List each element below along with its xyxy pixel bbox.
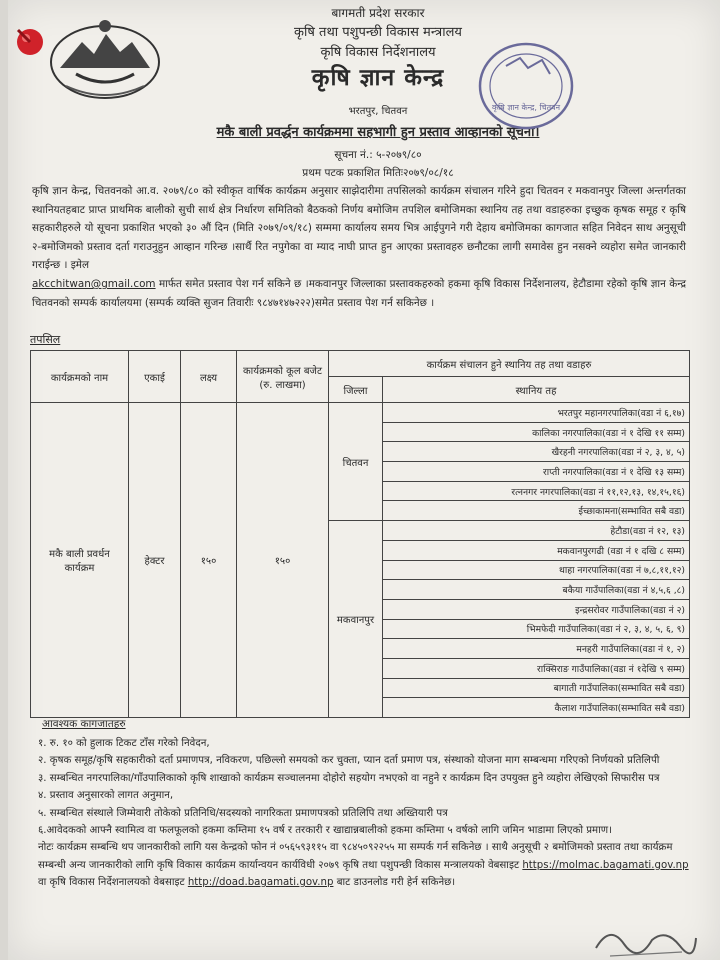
gov-line: बागमती प्रदेश सरकार: [331, 6, 425, 20]
stamp-text: कृषि ज्ञान केन्द्र, चितवन: [491, 103, 561, 112]
handwritten-signature: [590, 918, 700, 960]
requirement-item: ५. सम्बन्धित संस्थाले जिम्मेवारी तोकेको प्रतिनिधि/सदस्यको नागरिकता प्रमाणपत्रको प्रतिलिपि तथा अख्तियारी पत्र: [38, 807, 448, 819]
header-program: कार्यक्रमको नाम: [31, 351, 129, 403]
requirement-item: ६.आवेदकको आफ्नै स्वामित्व वा फलफूलको हकमा कम्तिमा १५ वर्ष र तरकारी र खाद्यान्नबालीको हकमा कम्तिमा ५ वर्षको लागि जमिन भाडामा लिएको प्रमाण।: [38, 825, 613, 837]
local-level-row: राक्सिराङ गाउँपालिका(वडा नं १देखि ९ सम्म): [383, 658, 690, 678]
header-unit: एकाई: [129, 351, 181, 403]
requirements-title: आवश्यक कागजातहरु: [42, 718, 126, 730]
program-target: १५०: [181, 403, 237, 718]
local-level-row: भरतपुर महानगरपालिका(वडा नं ६,१७): [383, 403, 690, 423]
header-target: लक्ष्य: [181, 351, 237, 403]
local-level-row: मनहरी गाउँपालिका(वडा नं १, २): [383, 639, 690, 659]
note-text-1: नोटः कार्यक्रम सम्बन्धि थप जानकारीको लागि यस केन्द्रको फोन नं ०५६५९३११५ वा ९८४५०९२२५५ मा सम्पर्क गर्न सकिनेछ । साथै अनुसूची २ बमोजिमको प्रस्ताव तथा कार्यक्रम सम्बन्धी अन्य जानकारीको लागि कृषि विकास कार्यक्रम कार्यान्वयन कार्यविधी २०७९ कृषि तथा पशुपन्छी विकास मन्त्रालयको वेबसाइट: [38, 842, 673, 871]
program-unit: हेक्टर: [129, 403, 181, 718]
body-paragraph-2: मार्फत समेत प्रस्ताव पेश गर्न सकिने छ ।मकवानपुर जिल्लाका प्रस्तावकहरुको हकमा कृषि विकास निर्देशनालय, हेटौडामा रहेको कृषि ज्ञान केन्द्र चितवनको सम्पर्क कार्यालयमा (सम्पर्क व्यक्ति सुजन तिवारीः ९८४७१४७२२२)समेत प्रस्ताव पेश गर्न सकिनेछ ।: [32, 277, 686, 309]
local-level-row: रत्ननगर नगरपालिका(वडा नं ११,१२,१३, १४,१५,१६): [383, 481, 690, 501]
requirements-list: [38, 735, 690, 892]
local-level-row: इन्द्रसरोवर गाउँपालिका(वडा नं २): [383, 599, 690, 619]
local-level-row: मकवानपुरगढी (वडा नं १ दखि ८ सम्म): [383, 540, 690, 560]
program-name: मकै बाली प्रवर्धन कार्यक्रम: [31, 403, 129, 718]
publish-date: प्रथम पटक प्रकाशित मितिः२०७९/०८/१८: [302, 167, 454, 179]
office-name: कृषि ज्ञान केन्द्र: [311, 65, 445, 91]
notice-number: सूचना नं.: ५-२०७९/८०: [334, 149, 422, 161]
district-makwanpur: मकवानपुर: [329, 521, 383, 718]
requirement-item: ३. सम्बन्धित नगरपालिका/गाँउपालिकाको कृषि शाखाको कार्यक्रम सञ्चालनमा दोहोरो सहयोग नभएको वा नहुने र कार्यक्रम दिन उपयुक्त हुने व्यहोरा लेखिएको सिफारीस पत्र: [38, 772, 660, 784]
note-text-2: वा कृषि विकास निर्देशनालयको वेबसाइट: [38, 877, 188, 889]
local-level-row: बकैया गाउँपालिका(वडा नं ४,५,६ ,८): [383, 580, 690, 600]
local-level-row: ईच्छाकामना(सम्भावित सबै वडा): [383, 501, 690, 521]
office-stamp: [476, 40, 576, 132]
notice-title: मकै बाली प्रवर्द्धन कार्यक्रममा सहभागी हुन प्रस्ताव आव्हानको सूचना।: [216, 125, 540, 140]
header-district: जिल्ला: [329, 377, 383, 403]
office-location: भरतपुर, चितवन: [348, 106, 408, 117]
directorate-line: कृषि विकास निर्देशनालय: [320, 45, 436, 60]
notice-paper: [8, 0, 720, 960]
body-paragraph-1: कृषि ज्ञान केन्द्र, चितवनको आ.व. २०७९/८० को स्वीकृत वार्षिक कार्यक्रम अनुसार साझेदारीमा तपसिलको कार्यक्रम संचालन गरिने हुदा चितवन र मकवानपुर जिल्ला अन्तर्गतका स्थानियतहबाट प्राप्त प्राथमिक बालीको सुची सार्थ क्षेत्र निर्धारण समितिको बैठकको निर्णय बमोजिम तपशिल बमोजिमका स्थानिय तह तथा वडाहरुका इच्छुक कृषक समूह र कृषि सहकारीहरुले यो सूचना प्रकाशित भएको ३० औं दिन (मिति २०७९/०९/१८) सम्ममा कार्यालय समय भित्र आईपुगने गरी देहाय बमोजिमका कागजात सहित निवेदन साथ अनुसूची २-बमोजिमको प्रस्ताव दर्ता गराउनुहुन आव्हान गरिन्छ ।सार्थै रित नपुगेका वा म्याद नाघी प्राप्त हुन आएका प्रस्तावहरु छनौटका लागी समावेस हुन नसक्ने व्यहोरा समेत जानकारी गराईन्छ । इमेल: [32, 185, 686, 272]
email-link[interactable]: akcchitwan@gmail.com: [32, 277, 156, 290]
header-budget: कार्यक्रमको कूल बजेट (रु. लाखमा): [237, 351, 329, 403]
doad-link[interactable]: http://doad.bagamati.gov.np: [187, 877, 334, 889]
molmac-link[interactable]: https://molmac.bagamati.gov.np: [522, 859, 689, 871]
contact-note: [38, 839, 690, 891]
local-level-row: भिमफेदी गाउँपालिका(वडा नं २, ३, ४, ५, ६, ९): [383, 619, 690, 639]
ministry-line: कृषि तथा पशुपन्छी विकास मन्त्रालय: [294, 25, 462, 40]
requirement-item: २. कृषक समूह/कृषि सहकारीको दर्ता प्रमाणपत्र, नविकरण, पछिल्लो समयको कर चुक्ता, प्यान दर्ता प्रमाण पत्र, संस्थाको योजना माग सम्बन्धमा गरिएको निर्णयको प्रतिलिपी: [38, 755, 660, 767]
requirement-item: १. रु. १० को हुलाक टिकट टाँस गरेको निवेदन,: [38, 738, 210, 749]
header-local-level: स्थानिय तह: [383, 377, 690, 403]
district-chitwan: चितवन: [329, 403, 383, 521]
requirement-item: ४. प्रस्ताव अनुसारको लागत अनुमान,: [38, 790, 174, 802]
local-level-row: खैरहनी नगरपालिका(वडा नं २, ३, ४, ५): [383, 442, 690, 462]
local-level-row: हेटौडा(वडा नं १२, १३): [383, 521, 690, 541]
local-level-row: कालिका नगरपालिका(वडा नं १ देखि ११ सम्म): [383, 422, 690, 442]
tapsil-label: तपसिल: [30, 333, 61, 346]
local-level-row: बागाती गाउँपालिका(सम्भावित सबै वडा): [383, 678, 690, 698]
program-table: [30, 350, 690, 718]
header-local-levels: कार्यक्रम संचालन हुने स्थानिय तह तथा वडाहरु: [329, 351, 690, 377]
program-budget: १५०: [237, 403, 329, 718]
note-text-3: बाट डाउनलोड गरी हेर्न सकिनेछ।: [333, 877, 456, 889]
nepal-emblem-icon: [46, 12, 164, 102]
local-level-row: कैलाश गाउँपालिका(सम्भावित सबै वडा): [383, 698, 690, 718]
notice-body: [32, 182, 686, 312]
local-level-row: राप्ती नगरपालिका(वडा नं १ देखि १३ सम्म): [383, 462, 690, 482]
local-level-row: थाहा नगरपालिका(वडा नं ७,८,११,१२): [383, 560, 690, 580]
